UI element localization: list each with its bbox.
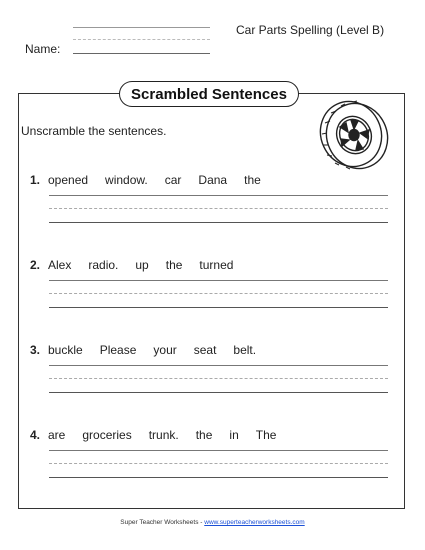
writing-guide-top: [49, 450, 388, 451]
word: Alex: [48, 258, 72, 272]
word: in: [229, 428, 239, 442]
word: radio.: [88, 258, 119, 272]
name-label: Name:: [25, 42, 61, 56]
worksheet-title: Scrambled Sentences: [119, 81, 299, 107]
word: window.: [105, 173, 148, 187]
writing-guide-top: [49, 280, 388, 281]
question-number: 2.: [30, 258, 41, 272]
question-4: [30, 428, 390, 500]
word: groceries: [82, 428, 132, 442]
word: belt.: [233, 343, 257, 357]
word: turned: [199, 258, 234, 272]
scrambled-words: [48, 173, 278, 187]
answer-writing-line[interactable]: [49, 307, 388, 308]
writing-guide-dashed: [49, 378, 388, 379]
worksheet-header-title: Car Parts Spelling (Level B): [236, 23, 385, 37]
tire-icon: [313, 99, 393, 171]
word: The: [255, 428, 277, 442]
scrambled-words: [48, 343, 273, 357]
word: the: [165, 258, 183, 272]
writing-guide-dashed: [49, 293, 388, 294]
question-number: 4.: [30, 428, 41, 442]
word: are: [48, 428, 66, 442]
question-3: [30, 343, 390, 415]
answer-writing-line[interactable]: [49, 392, 388, 393]
footer-text: Super Teacher Worksheets -: [120, 519, 205, 526]
writing-guide-dashed: [49, 208, 388, 209]
writing-guide-top: [49, 195, 388, 196]
footer: [0, 519, 425, 526]
question-2: [30, 258, 390, 330]
word: trunk.: [148, 428, 179, 442]
word: the: [244, 173, 261, 187]
answer-writing-line[interactable]: [49, 222, 388, 223]
word: up: [135, 258, 149, 272]
name-writing-line[interactable]: [73, 53, 210, 54]
word: opened: [48, 173, 89, 187]
word: Please: [99, 343, 137, 357]
word: Dana: [198, 173, 228, 187]
word: the: [195, 428, 213, 442]
scrambled-words: [48, 428, 293, 442]
writing-guide-dashed: [49, 463, 388, 464]
footer-link[interactable]: www.superteacherworksheets.com: [204, 519, 305, 526]
instructions: Unscramble the sentences.: [21, 124, 167, 138]
name-guide-dashed-line: [73, 39, 210, 40]
word: your: [153, 343, 177, 357]
question-number: 3.: [30, 343, 41, 357]
word: car: [164, 173, 182, 187]
word: seat: [193, 343, 217, 357]
question-number: 1.: [30, 173, 41, 187]
scrambled-words: [48, 258, 250, 272]
name-guide-top-line: [73, 27, 210, 28]
question-1: [30, 173, 390, 245]
answer-writing-line[interactable]: [49, 477, 388, 478]
writing-guide-top: [49, 365, 388, 366]
word: buckle: [48, 343, 83, 357]
